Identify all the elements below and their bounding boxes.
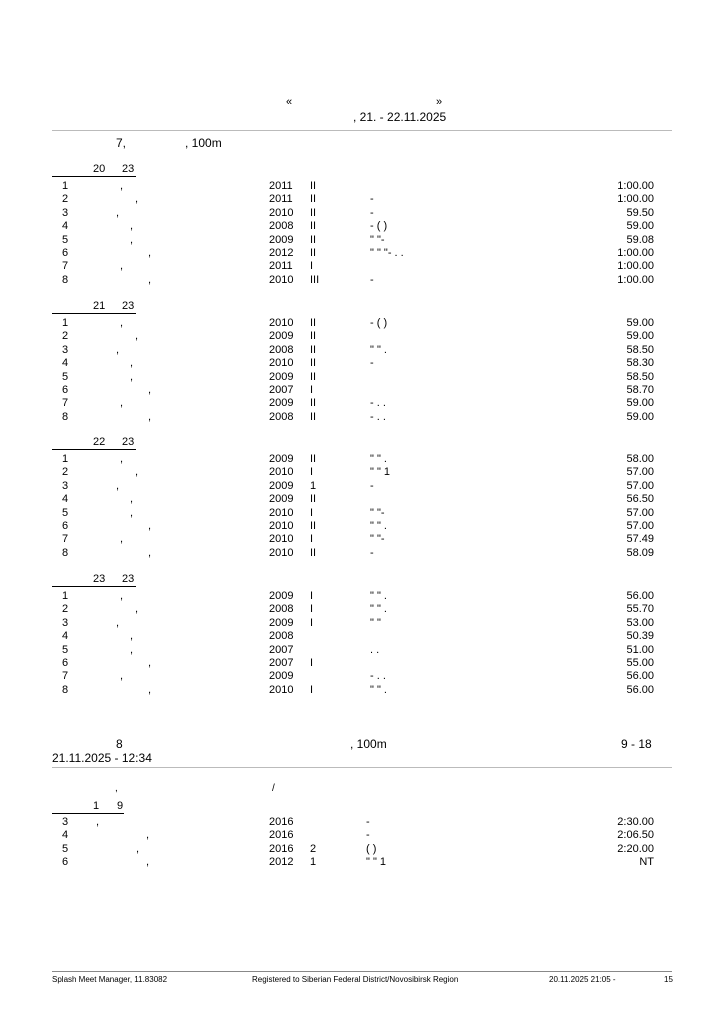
entry-time: 59.50 — [626, 206, 654, 219]
category: 1 — [310, 479, 317, 492]
lane-number: 5 — [62, 643, 69, 656]
event-distance: , 100m — [185, 136, 222, 150]
club-name: " "- — [370, 233, 385, 246]
footer-registration: Registered to Siberian Federal District/Novosibirsk Region — [252, 975, 459, 984]
year-of-birth: 2008 — [269, 410, 294, 423]
lane-number: 1 — [62, 453, 69, 465]
year-of-birth: 2008 — [269, 343, 294, 356]
swimmer-name: , — [130, 643, 134, 656]
entry-time: 56.50 — [626, 493, 654, 506]
lane-number: 8 — [62, 410, 69, 423]
year-of-birth: 2008 — [269, 220, 294, 233]
swimmer-name: , — [116, 479, 120, 492]
table-row — [0, 260, 724, 273]
entry-time: 58.00 — [626, 453, 654, 465]
entry-time: 57.00 — [626, 520, 654, 532]
category: I — [310, 590, 314, 602]
swimmer-name: , — [120, 397, 124, 410]
swimmer-name: , — [120, 533, 124, 546]
year-of-birth: 2008 — [269, 603, 294, 616]
year-of-birth: 2016 — [269, 829, 294, 842]
swimmer-name: , — [130, 506, 134, 519]
table-row — [0, 397, 724, 410]
table-row — [0, 603, 724, 616]
lane-number: 7 — [62, 670, 69, 683]
lane-number: 7 — [62, 260, 69, 273]
table-row — [0, 533, 724, 546]
entry-time: 56.00 — [626, 670, 654, 683]
entry-time: 55.00 — [626, 657, 654, 669]
swimmer-name: , — [120, 317, 124, 329]
entry-time: 2:20.00 — [617, 842, 654, 855]
table-row — [0, 384, 724, 397]
category: I — [310, 384, 314, 396]
club-name: - ( ) — [370, 220, 388, 233]
lane-number: 4 — [62, 829, 69, 842]
club-name: - — [366, 816, 370, 828]
swimmer-name: , — [120, 670, 124, 683]
table-row — [0, 480, 724, 493]
table-row — [0, 247, 724, 260]
year-of-birth: 2009 — [269, 370, 294, 383]
swimmer-name: , — [130, 357, 134, 370]
year-of-birth: 2016 — [269, 842, 294, 855]
swimmer-name: , — [135, 603, 139, 616]
table-row — [0, 357, 724, 370]
table-row — [0, 829, 724, 842]
heat-underline — [52, 449, 136, 450]
lane-number: 7 — [62, 397, 69, 410]
category: III — [310, 273, 320, 286]
year-of-birth: 2010 — [269, 357, 294, 370]
heat-label-total: 23 — [122, 163, 135, 175]
entry-time: 1:00.00 — [617, 260, 654, 273]
category: II — [310, 180, 317, 192]
swimmer-name: , — [120, 260, 124, 273]
heat-label-total: 23 — [122, 300, 135, 312]
event2-heat-b: 9 — [117, 800, 124, 812]
entry-time: 58.50 — [626, 343, 654, 356]
club-name: - ( ) — [370, 317, 388, 329]
entry-time: 1:00.00 — [617, 247, 654, 259]
footer-software: Splash Meet Manager, 11.83082 — [52, 975, 168, 984]
entry-time: 50.39 — [626, 630, 654, 643]
entry-time: 1:00.00 — [617, 180, 654, 192]
club-name: ( ) — [366, 842, 377, 855]
heat-label-total: 23 — [122, 436, 135, 448]
table-row — [0, 590, 724, 603]
entry-time: 58.09 — [626, 546, 654, 559]
entry-time: 57.00 — [626, 466, 654, 479]
entry-time: 2:06.50 — [617, 829, 654, 842]
table-row — [0, 466, 724, 479]
title-left-quote: « — [286, 96, 293, 108]
swimmer-name: , — [120, 590, 124, 602]
category: I — [310, 466, 314, 479]
year-of-birth: 2010 — [269, 683, 294, 696]
table-row — [0, 207, 724, 220]
year-of-birth: 2007 — [269, 657, 294, 669]
entry-time: 59.00 — [626, 410, 654, 423]
club-name: " " . — [370, 603, 387, 616]
swimmer-name: , — [116, 206, 120, 219]
swimmer-name: , — [130, 630, 134, 643]
lane-number: 3 — [62, 479, 69, 492]
lane-number: 6 — [62, 855, 69, 868]
club-name: " " . — [370, 520, 387, 532]
lane-number: 2 — [62, 330, 69, 343]
year-of-birth: 2012 — [269, 855, 294, 868]
swimmer-name: , — [130, 233, 134, 246]
lane-number: 1 — [62, 590, 69, 602]
swimmer-name: , — [148, 247, 152, 259]
club-name: - — [370, 357, 374, 370]
year-of-birth: 2008 — [269, 630, 294, 643]
category: 2 — [310, 842, 317, 855]
entry-time: 59.00 — [626, 330, 654, 343]
table-row — [0, 630, 724, 643]
year-of-birth: 2011 — [269, 180, 293, 192]
heat-label-number: 20 — [93, 163, 106, 175]
lane-number: 8 — [62, 546, 69, 559]
year-of-birth: 2011 — [269, 193, 293, 206]
entry-time: NT — [639, 855, 654, 868]
table-row — [0, 547, 724, 560]
club-name: " " "- . . — [370, 247, 404, 259]
swimmer-name: , — [148, 520, 152, 532]
club-name: - — [370, 273, 374, 286]
swimmer-name: , — [146, 829, 150, 842]
swimmer-name: , — [148, 384, 152, 396]
club-name: - — [370, 546, 374, 559]
lane-number: 1 — [62, 180, 69, 192]
swimmer-name: , — [135, 466, 139, 479]
club-name: " "- — [370, 533, 385, 546]
category: II — [310, 193, 317, 206]
lane-number: 3 — [62, 206, 69, 219]
year-of-birth: 2009 — [269, 590, 294, 602]
club-name: " " . — [370, 453, 387, 465]
category: II — [310, 520, 317, 532]
entry-time: 58.70 — [626, 384, 654, 396]
table-row — [0, 657, 724, 670]
table-row — [0, 274, 724, 287]
club-name: - — [370, 206, 374, 219]
club-name: - . . — [370, 410, 386, 423]
table-row — [0, 344, 724, 357]
lane-number: 8 — [62, 683, 69, 696]
entry-time: 59.00 — [626, 317, 654, 329]
lane-number: 5 — [62, 233, 69, 246]
club-name: " " 1 — [370, 466, 391, 479]
swimmer-name: , — [96, 816, 100, 828]
lane-number: 2 — [62, 193, 69, 206]
club-name: " " . — [370, 590, 387, 602]
category: II — [310, 206, 317, 219]
entry-time: 58.50 — [626, 370, 654, 383]
swimmer-name: , — [135, 193, 139, 206]
entry-time: 56.00 — [626, 683, 654, 696]
club-name: . . — [370, 643, 380, 656]
category: I — [310, 506, 314, 519]
lane-number: 6 — [62, 247, 69, 259]
year-of-birth: 2010 — [269, 533, 294, 546]
table-row — [0, 507, 724, 520]
entry-time: 57.00 — [626, 479, 654, 492]
swimmer-name: , — [135, 330, 139, 343]
heat-label-number: 21 — [93, 300, 106, 312]
category: II — [310, 247, 317, 259]
table-row — [0, 816, 724, 829]
entry-time: 56.00 — [626, 590, 654, 602]
meet-dates: , 21. - 22.11.2025 — [353, 110, 447, 124]
swimmer-name: , — [148, 657, 152, 669]
swimmer-name: , — [116, 343, 120, 356]
table-row — [0, 617, 724, 630]
year-of-birth: 2009 — [269, 670, 294, 683]
entry-time: 1:00.00 — [617, 273, 654, 286]
lane-number: 5 — [62, 506, 69, 519]
table-row — [0, 493, 724, 506]
swimmer-name: , — [130, 370, 134, 383]
table-row — [0, 234, 724, 247]
category: II — [310, 370, 317, 383]
category: II — [310, 330, 317, 343]
year-of-birth: 2010 — [269, 206, 294, 219]
year-of-birth: 2010 — [269, 273, 294, 286]
club-name: - . . — [370, 397, 386, 410]
table-row — [0, 644, 724, 657]
event-number: 7, — [116, 136, 127, 150]
club-name: " " — [370, 616, 381, 629]
swimmer-name: , — [130, 493, 134, 506]
entry-time: 2:30.00 — [617, 816, 654, 828]
year-of-birth: 2010 — [269, 546, 294, 559]
year-of-birth: 2009 — [269, 616, 294, 629]
category: I — [310, 603, 314, 616]
heat-underline — [52, 313, 136, 314]
club-name: - — [370, 193, 374, 206]
category: II — [310, 397, 317, 410]
footer-printed: 20.11.2025 21:05 - — [549, 975, 616, 984]
year-of-birth: 2009 — [269, 233, 294, 246]
lane-number: 8 — [62, 273, 69, 286]
year-of-birth: 2009 — [269, 493, 294, 506]
lane-number: 6 — [62, 657, 69, 669]
swimmer-name: , — [136, 842, 140, 855]
heat-label-total: 23 — [122, 573, 135, 585]
swimmer-name: , — [148, 410, 152, 423]
title-right-quote: » — [436, 96, 443, 108]
event2-heat-underline — [52, 813, 124, 814]
lane-number: 1 — [62, 317, 69, 329]
swimmer-name: , — [130, 220, 134, 233]
year-of-birth: 2009 — [269, 330, 294, 343]
lane-number: 5 — [62, 842, 69, 855]
category: II — [310, 357, 317, 370]
table-row — [0, 330, 724, 343]
table-row — [0, 856, 724, 869]
year-of-birth: 2007 — [269, 384, 294, 396]
category: I — [310, 657, 314, 669]
entry-time: 59.08 — [626, 233, 654, 246]
table-row — [0, 843, 724, 856]
club-name: " " . — [370, 343, 387, 356]
table-row — [0, 317, 724, 330]
table-row — [0, 520, 724, 533]
category: II — [310, 233, 317, 246]
category: II — [310, 493, 317, 506]
table-row — [0, 220, 724, 233]
swimmer-name: , — [146, 855, 150, 868]
table-row — [0, 371, 724, 384]
category: I — [310, 616, 314, 629]
swimmer-name: , — [120, 180, 124, 192]
entry-time: 57.00 — [626, 506, 654, 519]
year-of-birth: 2009 — [269, 479, 294, 492]
table-row — [0, 180, 724, 193]
lane-number: 6 — [62, 384, 69, 396]
entry-time: 59.00 — [626, 397, 654, 410]
category: II — [310, 410, 317, 423]
event2-heat-a: 1 — [93, 800, 100, 812]
lane-number: 2 — [62, 466, 69, 479]
category: I — [310, 260, 314, 273]
lane-number: 3 — [62, 343, 69, 356]
swimmer-name: , — [148, 273, 152, 286]
club-name: - — [370, 479, 374, 492]
category: II — [310, 220, 317, 233]
entry-time: 59.00 — [626, 220, 654, 233]
lane-number: 3 — [62, 616, 69, 629]
lane-number: 4 — [62, 630, 69, 643]
club-name: - — [366, 829, 370, 842]
heat-label-number: 23 — [93, 573, 106, 585]
heat-underline — [52, 176, 136, 177]
header-divider — [52, 130, 672, 131]
year-of-birth: 2010 — [269, 506, 294, 519]
entry-time: 58.30 — [626, 357, 654, 370]
year-of-birth: 2009 — [269, 453, 294, 465]
lane-number: 7 — [62, 533, 69, 546]
swimmer-name: , — [116, 616, 120, 629]
year-of-birth: 2016 — [269, 816, 294, 828]
year-of-birth: 2010 — [269, 466, 294, 479]
event2-distance: , 100m — [350, 737, 387, 751]
lane-number: 3 — [62, 816, 69, 828]
heat-label-number: 22 — [93, 436, 106, 448]
club-name: " " 1 — [366, 855, 387, 868]
entry-time: 51.00 — [626, 643, 654, 656]
category: II — [310, 343, 317, 356]
year-of-birth: 2010 — [269, 520, 294, 532]
swimmer-name: , — [120, 453, 124, 465]
club-name: - . . — [370, 670, 386, 683]
event2-note-slash: / — [272, 783, 275, 794]
table-row — [0, 684, 724, 697]
year-of-birth: 2007 — [269, 643, 294, 656]
entry-time: 57.49 — [626, 533, 654, 546]
swimmer-name: , — [148, 683, 152, 696]
entry-time: 1:00.00 — [617, 193, 654, 206]
year-of-birth: 2011 — [269, 260, 293, 273]
lane-number: 4 — [62, 357, 69, 370]
category: I — [310, 683, 314, 696]
club-name: " " . — [370, 683, 387, 696]
category: 1 — [310, 855, 317, 868]
category: II — [310, 453, 317, 465]
heat-underline — [52, 586, 136, 587]
entry-time: 53.00 — [626, 616, 654, 629]
table-row — [0, 193, 724, 206]
lane-number: 6 — [62, 520, 69, 532]
event2-datetime: 21.11.2025 - 12:34 — [52, 751, 152, 765]
event2-note-comma: , — [115, 783, 118, 794]
category: II — [310, 546, 317, 559]
footer-divider — [52, 971, 672, 972]
table-row — [0, 411, 724, 424]
lane-number: 2 — [62, 603, 69, 616]
event2-divider — [52, 767, 672, 768]
category: II — [310, 317, 317, 329]
footer-page: 15 — [664, 975, 673, 984]
category: I — [310, 533, 314, 546]
table-row — [0, 453, 724, 466]
year-of-birth: 2010 — [269, 317, 294, 329]
lane-number: 4 — [62, 220, 69, 233]
lane-number: 4 — [62, 493, 69, 506]
year-of-birth: 2009 — [269, 397, 294, 410]
event2-ages: 9 - 18 — [621, 737, 652, 751]
event2-number: 8 — [116, 737, 123, 751]
year-of-birth: 2012 — [269, 247, 294, 259]
swimmer-name: , — [148, 546, 152, 559]
lane-number: 5 — [62, 370, 69, 383]
table-row — [0, 670, 724, 683]
entry-time: 55.70 — [626, 603, 654, 616]
club-name: " "- — [370, 506, 385, 519]
